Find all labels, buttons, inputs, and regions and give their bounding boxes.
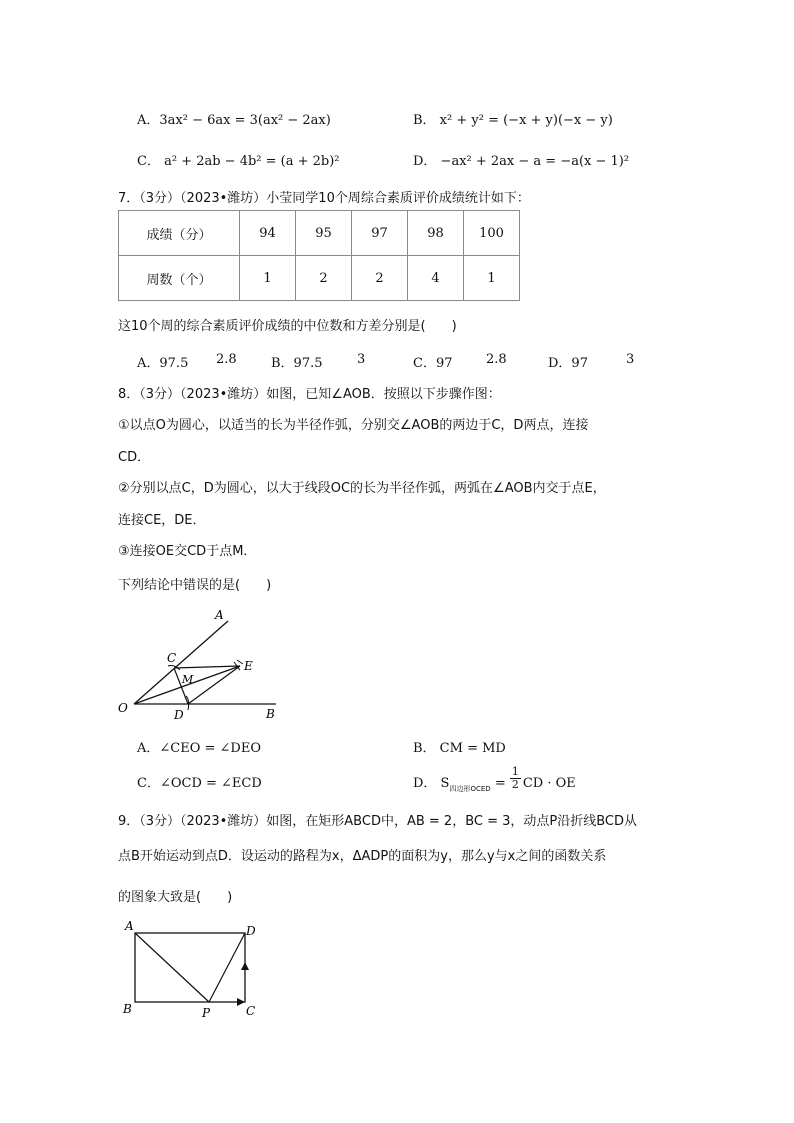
q6-option-d: D． −ax² + 2ax − a = −a(x − 1)²: [413, 154, 630, 169]
fraction-denominator: 2: [511, 778, 519, 791]
table-cell: 94: [240, 211, 296, 256]
q7-option-b-value: 3: [357, 352, 366, 367]
q6-option-b: B． x² + y² = (−x + y)(−x − y): [413, 113, 613, 128]
q8-step3: ③连接OE交CD于点M．: [118, 544, 257, 559]
q8-option-b: B． CM = MD: [413, 741, 506, 756]
q9-line2: 点B开始运动到点D．设运动的路程为x，ΔADP的面积为y，那么y与x之间的函数关系: [118, 849, 607, 864]
option-d-subscript: 四边形OCED: [449, 785, 491, 793]
table-row: [119, 256, 520, 301]
q7-option-d: D．97: [548, 356, 588, 371]
label-d: D: [174, 708, 184, 722]
q8-stem: 8．（3分）（2023•潍坊）如图，已知∠AOB．按照以下步骤作图：: [118, 387, 501, 402]
q7-option-a-value: 2.8: [216, 352, 237, 367]
table-cell: 4: [408, 256, 464, 301]
rectangle-figure: [115, 915, 275, 1023]
q6-option-a: A．3ax² − 6ax = 3(ax² − 2ax): [137, 113, 331, 128]
table-cell: 2: [296, 256, 352, 301]
option-d-prefix: D． S: [413, 776, 450, 791]
table-cell: 98: [408, 211, 464, 256]
q7-stem: 7．（3分）（2023•潍坊）小莹同学10个周综合素质评价成绩统计如下：: [118, 191, 530, 206]
table-cell: 100: [464, 211, 520, 256]
q9-line3: 的图象大致是( ): [118, 890, 233, 905]
q8-step1: ①以点O为圆心，以适当的长为半径作弧，分别交∠AOB的两边于C，D两点，连接: [118, 418, 589, 433]
option-d-fraction: [510, 766, 521, 791]
q7-option-b: B．97.5: [271, 356, 323, 371]
label-a: A: [125, 919, 134, 933]
table-cell: 97: [352, 211, 408, 256]
q8-step2: ②分别以点C，D为圆心，以大于线段OC的长为半径作弧，两弧在∠AOB内交于点E，: [118, 481, 606, 496]
option-d-equals: =: [490, 776, 510, 791]
table-row: [119, 211, 520, 256]
angle-construction-figure: [110, 604, 290, 726]
label-c: C: [167, 651, 177, 665]
q8-step1-cont: CD．: [118, 450, 151, 465]
table-cell: 95: [296, 211, 352, 256]
label-b: B: [123, 1002, 132, 1016]
table-cell: 2: [352, 256, 408, 301]
q6-option-c: C． a² + 2ab − 4b² = (a + 2b)²: [137, 154, 340, 169]
table-cell: 1: [464, 256, 520, 301]
label-c: C: [246, 1004, 256, 1018]
table-header-weeks: 周数（个）: [119, 256, 240, 301]
q7-question: 这10个周的综合素质评价成绩的中位数和方差分别是( ): [118, 319, 457, 334]
q8-step2-cont: 连接CE，DE．: [118, 513, 206, 528]
label-p: P: [202, 1006, 211, 1020]
q7-option-c: C．97: [413, 356, 453, 371]
option-d-suffix: CD · OE: [522, 776, 576, 791]
q7-option-d-value: 3: [626, 352, 635, 367]
q7-option-c-value: 2.8: [486, 352, 507, 367]
q8-option-d: [413, 766, 576, 791]
table-cell: 1: [240, 256, 296, 301]
label-o: O: [118, 701, 128, 715]
q8-option-a: A．∠CEO = ∠DEO: [137, 741, 261, 756]
table-header-score: 成绩（分）: [119, 211, 240, 256]
q9-line1: 9．（3分）（2023•潍坊）如图，在矩形ABCD中，AB = 2，BC = 3，动点P沿折线BCD从: [118, 814, 638, 829]
fraction-numerator: 1: [511, 765, 519, 778]
label-a: A: [215, 608, 224, 622]
q8-option-c: C．∠OCD = ∠ECD: [137, 776, 262, 791]
label-m: M: [182, 673, 194, 686]
label-b: B: [266, 707, 275, 721]
label-d: D: [246, 924, 256, 938]
q7-option-a: A．97.5: [137, 356, 189, 371]
label-e: E: [244, 659, 253, 673]
score-table: [118, 210, 520, 301]
q8-question: 下列结论中错误的是( ): [118, 578, 272, 593]
